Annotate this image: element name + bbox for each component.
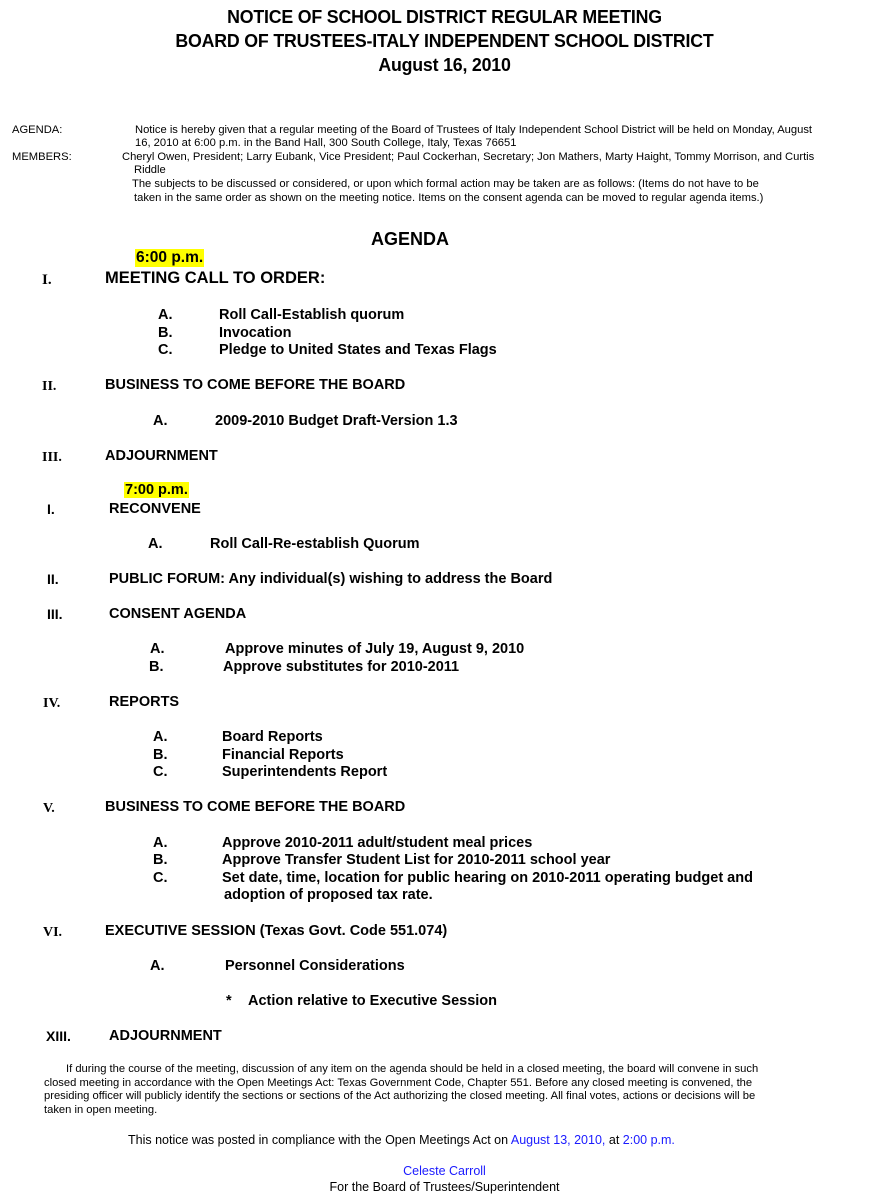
agenda-heading: AGENDA [371,229,450,249]
signer-title: For the Board of Trustees/Superintendent [329,1180,560,1194]
item-approve-minutes: Approve minutes of July 19, August 9, 2010 [225,641,525,657]
item-letter: A. [153,413,168,429]
item-letter: C. [158,342,173,358]
item-public-hearing: Set date, time, location for public hearing on 2010-2011 operating budget and [222,870,753,886]
section-numeral: VI. [43,925,63,940]
item-asterisk: * [226,993,232,1009]
section-numeral: XIII. [46,1028,71,1044]
subjects-line1: The subjects to be discussed or considered, or upon which formal action may be taken are as follows: (Items do not have to be [132,178,759,190]
posted-time: 2:00 p.m. [622,1133,675,1147]
item-transfer-student-list: Approve Transfer Student List for 2010-2011 school year [222,852,611,868]
item-letter: A. [153,835,168,851]
section-title-reports: REPORTS [109,694,180,710]
posted-notice [128,1133,675,1147]
item-letter: A. [150,958,165,974]
item-superintendents-report: Superintendents Report [222,764,388,780]
item-letter: C. [153,764,168,780]
agenda-notice-line1: Notice is hereby given that a regular meeting of the Board of Trustees of Italy Independent School District will be held on Monday, August [135,124,813,136]
item-public-hearing-cont: adoption of proposed tax rate. [224,887,433,903]
item-personnel: Personnel Considerations [225,958,405,974]
item-financial-reports: Financial Reports [222,747,344,763]
item-letter: B. [158,325,173,341]
item-roll-call: Roll Call-Establish quorum [219,307,405,323]
agenda-label: AGENDA: [12,124,63,136]
item-invocation: Invocation [219,325,292,341]
item-board-reports: Board Reports [222,729,323,745]
posted-prefix: This notice was posted in compliance with the Open Meetings Act on [128,1133,511,1147]
section-title-adjournment: ADJOURNMENT [109,1028,222,1044]
subjects-line2: taken in the same order as shown on the meeting notice. Items on the consent agenda can be moved to regular agenda items.) [134,192,764,204]
section-numeral: II. [47,571,59,587]
item-letter: A. [158,307,173,323]
members-label: MEMBERS: [12,151,72,163]
posted-at: at [605,1133,623,1147]
item-approve-substitutes: Approve substitutes for 2010-2011 [223,659,460,675]
item-letter: A. [150,641,165,657]
section-title-business: BUSINESS TO COME BEFORE THE BOARD [105,799,406,815]
item-letter: A. [153,729,168,745]
item-letter: B. [153,852,168,868]
item-action-executive: Action relative to Executive Session [248,993,498,1009]
closed-line3: presiding officer will publicly identify the sections or sections of the Act authorizing the closed meeting. All final votes, actions or decisions will be [44,1090,756,1102]
item-letter: C. [153,870,168,886]
section-numeral: V. [43,801,55,816]
section-numeral: III. [47,606,63,622]
item-roll-call-reestablish: Roll Call-Re-establish Quorum [210,536,420,552]
section-title-adjournment: ADJOURNMENT [105,448,218,464]
section-numeral: III. [42,450,62,465]
section-title-reconvene: RECONVENE [109,501,201,517]
agenda-notice-line2: 16, 2010 at 6:00 p.m. in the Band Hall, 300 South College, Italy, Texas 76651 [135,137,517,149]
item-pledge: Pledge to United States and Texas Flags [219,342,497,358]
section-numeral: II. [42,379,57,394]
item-letter: B. [149,659,164,675]
section-title-call-to-order: MEETING CALL TO ORDER: [105,269,326,287]
session-time-highlight: 7:00 p.m. [125,482,188,498]
members-line1: Cheryl Owen, President; Larry Eubank, Vice President; Paul Cockerhan, Secretary; Jon Mathers, Marty Haight, Tommy Morrison, and Curtis [122,151,815,163]
section-title-consent-agenda: CONSENT AGENDA [109,606,247,622]
item-letter: A. [148,536,163,552]
meeting-date: August 16, 2010 [378,54,511,75]
members-line2: Riddle [134,164,166,176]
session-time-highlight: 6:00 p.m. [136,249,204,266]
section-title-public-forum: PUBLIC FORUM: Any individual(s) wishing to address the Board [109,571,553,587]
posted-date: August 13, 2010, [510,1133,606,1147]
closed-line4: taken in open meeting. [44,1104,158,1116]
section-numeral: I. [47,501,55,517]
closed-line1: If during the course of the meeting, discussion of any item on the agenda should be held in a closed meeting, the board will convene in such [66,1063,759,1075]
section-title-executive-session: EXECUTIVE SESSION (Texas Govt. Code 551.074) [105,923,448,939]
section-numeral: I. [42,272,52,288]
closed-line2: closed meeting in accordance with the Open Meetings Act: Texas Government Code, Chapter 551. Before any closed meeting is convened, the [44,1077,753,1089]
section-numeral: IV. [43,696,61,711]
item-budget-draft: 2009-2010 Budget Draft-Version 1.3 [215,413,458,429]
document-title-line1: NOTICE OF SCHOOL DISTRICT REGULAR MEETING [227,6,662,27]
section-title-business: BUSINESS TO COME BEFORE THE BOARD [105,377,406,393]
item-meal-prices: Approve 2010-2011 adult/student meal prices [222,835,533,851]
item-letter: B. [153,747,168,763]
signer-name: Celeste Carroll [403,1164,486,1178]
document-title-line2: BOARD OF TRUSTEES-ITALY INDEPENDENT SCHOOL DISTRICT [175,30,714,51]
